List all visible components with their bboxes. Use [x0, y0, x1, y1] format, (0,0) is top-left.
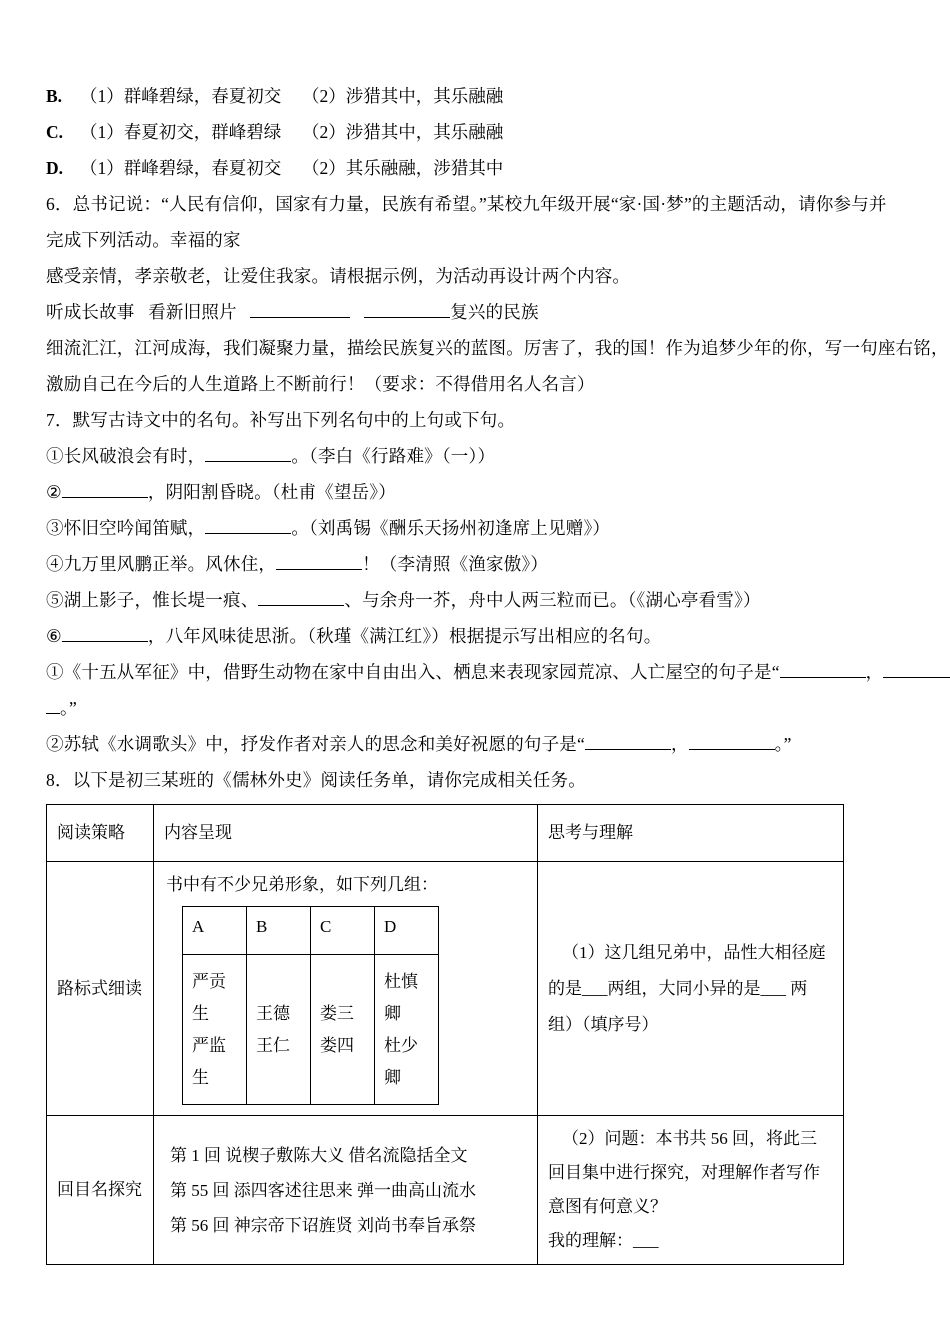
- row1-content: [154, 862, 538, 1116]
- q7-extra-2: [46, 726, 904, 762]
- q7-item-1-after: 。（李白《行路难》（一））: [291, 446, 496, 466]
- choice-option-c-part1: （1）春夏初交，群峰碧绿: [80, 122, 282, 142]
- choice-option-b-part1: （1）群峰碧绿，春夏初交: [80, 86, 282, 106]
- choice-options-group: [46, 78, 904, 186]
- row2-question: [548, 1122, 835, 1258]
- q7-item-3-after: 。（刘禹锡《酬乐天扬州初逢席上见赠》）: [291, 518, 611, 538]
- row1-intro: 书中有不少兄弟形象，如下列几组：: [166, 875, 438, 894]
- row1-question-line-2: 的是___两组，大同小异的是___ 两: [548, 978, 808, 998]
- q7-item-1: [46, 438, 904, 474]
- reading-task-table: [46, 804, 844, 1265]
- chapter-list: [164, 1138, 529, 1243]
- q7-stem: 7．默写古诗文中的名句。补写出下列名句中的上句或下句。: [46, 410, 516, 430]
- row2-question-line-1: （2）问题：本书共 56 回，将此三: [562, 1129, 817, 1148]
- q7-item-3-before: 怀旧空吟闻笛赋，: [63, 518, 206, 538]
- q7-item-2-blank[interactable]: [62, 482, 148, 498]
- q7-item-3-blank[interactable]: [205, 518, 291, 534]
- q7-extra-1-cont: [46, 690, 904, 726]
- q7-extra-1-tail: 。”: [60, 698, 77, 718]
- q7-item-4-after: ！（李清照《渔家傲》）: [362, 554, 549, 574]
- q7-item-6-blank[interactable]: [62, 626, 148, 642]
- q7-extra-1-sep: ，: [865, 662, 884, 682]
- q7-item-6-num: ⑥: [46, 626, 62, 646]
- q6-activity-item-3: 复兴的民族: [450, 302, 539, 322]
- row2-strategy: 回目名探究: [47, 1116, 154, 1265]
- q8-stem: 8．以下是初三某班的《儒林外史》阅读任务单，请你完成相关任务。: [46, 770, 586, 790]
- choice-option-c-label: C.: [46, 122, 64, 142]
- header-content: 内容呈现: [154, 805, 538, 862]
- brother-name: 严监生: [192, 1035, 226, 1087]
- q7-item-3: [46, 510, 904, 546]
- choice-option-c-part2: （2）涉猎其中，其乐融融: [302, 122, 504, 142]
- choice-option-b-part2: （2）涉猎其中，其乐融融: [302, 86, 504, 106]
- row1-question-line-1: （1）这几组兄弟中，品性大相径庭: [562, 942, 826, 962]
- brother-name: 严贡生: [192, 971, 226, 1023]
- row1-thinking: [538, 862, 844, 1116]
- brothers-body-row: [183, 955, 439, 1105]
- row1-strategy: 路标式细读: [47, 862, 154, 1116]
- question-8: [46, 762, 904, 1265]
- chapter-item: 第 1 回 说楔子敷陈大义 借名流隐括全文: [170, 1145, 468, 1165]
- q7-item-2-num: ②: [46, 482, 62, 502]
- q7-extra-2-blank-2[interactable]: [689, 734, 775, 750]
- brothers-col-a-label: A: [183, 907, 247, 955]
- q7-item-3-num: ③: [46, 518, 64, 538]
- choice-option-c[interactable]: [46, 114, 904, 150]
- q7-item-2-after: ，阴阳割昏晓。（杜甫《望岳》）: [147, 482, 396, 502]
- q7-item-5-before: 湖上影子，惟长堤一痕、: [63, 590, 259, 610]
- q7-item-6: [46, 618, 904, 654]
- q6-line-6: 激励自己在今后的人生道路上不断前行！（要求：不得借用名人名言）: [46, 374, 595, 394]
- brothers-col-c-names: [311, 955, 375, 1105]
- header-strategy: 阅读策略: [47, 805, 154, 862]
- q7-extra-2-sep: ，: [670, 734, 689, 754]
- brothers-col-a-names: [183, 955, 247, 1105]
- q7-extra-1-text: ①《十五从军征》中，借野生动物在家中自由出入、栖息来表现家园荒凉、人亡屋空的句子是“: [46, 662, 780, 682]
- q6-line-2: 完成下列活动。幸福的家: [46, 230, 241, 250]
- q6-activity-blank-1[interactable]: [250, 302, 350, 318]
- q7-item-5-after: 、与余舟一芥，舟中人两三粒而已。（《湖心亭看雪》）: [344, 590, 761, 610]
- brothers-table: [182, 906, 439, 1105]
- row2-question-line-2: 回目集中进行探究，对理解作者写作: [548, 1163, 820, 1182]
- q7-item-5-blank[interactable]: [258, 590, 344, 606]
- q6-activity-line: [46, 294, 904, 330]
- q7-item-5-num: ⑤: [46, 590, 64, 610]
- brother-name: 杜慎卿: [384, 971, 418, 1023]
- choice-option-d-part2: （2）其乐融融，涉猎其中: [302, 158, 504, 178]
- q6-line-5: 细流汇江，江河成海，我们凝聚力量，描绘民族复兴的蓝图。厉害了，我的国！作为追梦少年的你，写一句座右铭，: [46, 338, 949, 358]
- q7-item-1-blank[interactable]: [205, 446, 291, 462]
- q7-item-4-blank[interactable]: [276, 554, 362, 570]
- question-7: [46, 402, 904, 762]
- q7-extra-1-blank-1[interactable]: [780, 662, 866, 678]
- q7-extra-1-blank-2[interactable]: [883, 662, 950, 678]
- choice-option-d-part1: （1）群峰碧绿，春夏初交: [80, 158, 282, 178]
- choice-option-d-label: D.: [46, 158, 64, 178]
- brothers-col-c-label: C: [311, 907, 375, 955]
- row2-content: [154, 1116, 538, 1265]
- table-row: [47, 1116, 844, 1265]
- q7-extra-2-text: ②苏轼《水调歌头》中，抒发作者对亲人的思念和美好祝愿的句子是“: [46, 734, 585, 754]
- brothers-col-d-names: [375, 955, 439, 1105]
- row1-question: [548, 935, 835, 1043]
- table-row: [47, 862, 844, 1116]
- q6-activity-blank-2[interactable]: [364, 302, 450, 318]
- q6-activity-item-2: 看新旧照片: [148, 302, 237, 322]
- q7-item-1-num: ①: [46, 446, 64, 466]
- q7-extra-2-blank-1[interactable]: [585, 734, 671, 750]
- header-thinking: 思考与理解: [538, 805, 844, 862]
- brother-name: 杜少卿: [384, 1035, 418, 1087]
- row2-question-line-3: 意图有何意义？: [548, 1197, 667, 1216]
- q7-extra-1: [46, 654, 904, 690]
- q7-extra-2-tail: 。”: [774, 734, 792, 754]
- q6-line-1: 6．总书记说：“人民有信仰，国家有力量，民族有希望。”某校九年级开展“家·国·梦”的主题活动，请你参与并: [46, 194, 887, 214]
- q7-extra-1-blank-3[interactable]: [46, 698, 60, 714]
- table-header-row: [47, 805, 844, 862]
- choice-option-b[interactable]: [46, 78, 904, 114]
- q7-item-4: [46, 546, 904, 582]
- brothers-header-row: [183, 907, 439, 955]
- brother-name: 娄四: [320, 1035, 354, 1055]
- chapter-item: 第 55 回 添四客述往思来 弹一曲高山流水: [170, 1180, 476, 1200]
- choice-option-d[interactable]: [46, 150, 904, 186]
- q7-item-4-before: 九万里风鹏正举。风休住，: [63, 554, 277, 574]
- q6-activity-item-1: 听成长故事: [46, 302, 135, 322]
- brothers-col-d-label: D: [375, 907, 439, 955]
- brothers-col-b-label: B: [247, 907, 311, 955]
- q7-item-4-num: ④: [46, 554, 64, 574]
- brother-name: 娄三: [320, 1003, 354, 1023]
- row1-question-line-3: 组）（填序号）: [548, 1014, 659, 1034]
- chapter-item: 第 56 回 神宗帝下诏旌贤 刘尚书奉旨承祭: [170, 1215, 476, 1235]
- q7-item-6-after: ，八年风味徒思浙。（秋瑾《满江红》）根据提示写出相应的名句。: [147, 626, 662, 646]
- row2-answer-prompt[interactable]: 我的理解：___: [548, 1231, 659, 1250]
- brother-name: 王仁: [256, 1035, 290, 1055]
- q7-item-5: [46, 582, 904, 618]
- q6-line-3: 感受亲情，孝亲敬老，让爱住我家。请根据示例，为活动再设计两个内容。: [46, 266, 631, 286]
- q7-item-2: [46, 474, 904, 510]
- row2-thinking: [538, 1116, 844, 1265]
- choice-option-b-label: B.: [46, 86, 63, 106]
- q7-item-1-before: 长风破浪会有时，: [63, 446, 206, 466]
- brothers-col-b-names: [247, 955, 311, 1105]
- brother-name: 王德: [256, 1003, 290, 1023]
- question-6: [46, 186, 949, 402]
